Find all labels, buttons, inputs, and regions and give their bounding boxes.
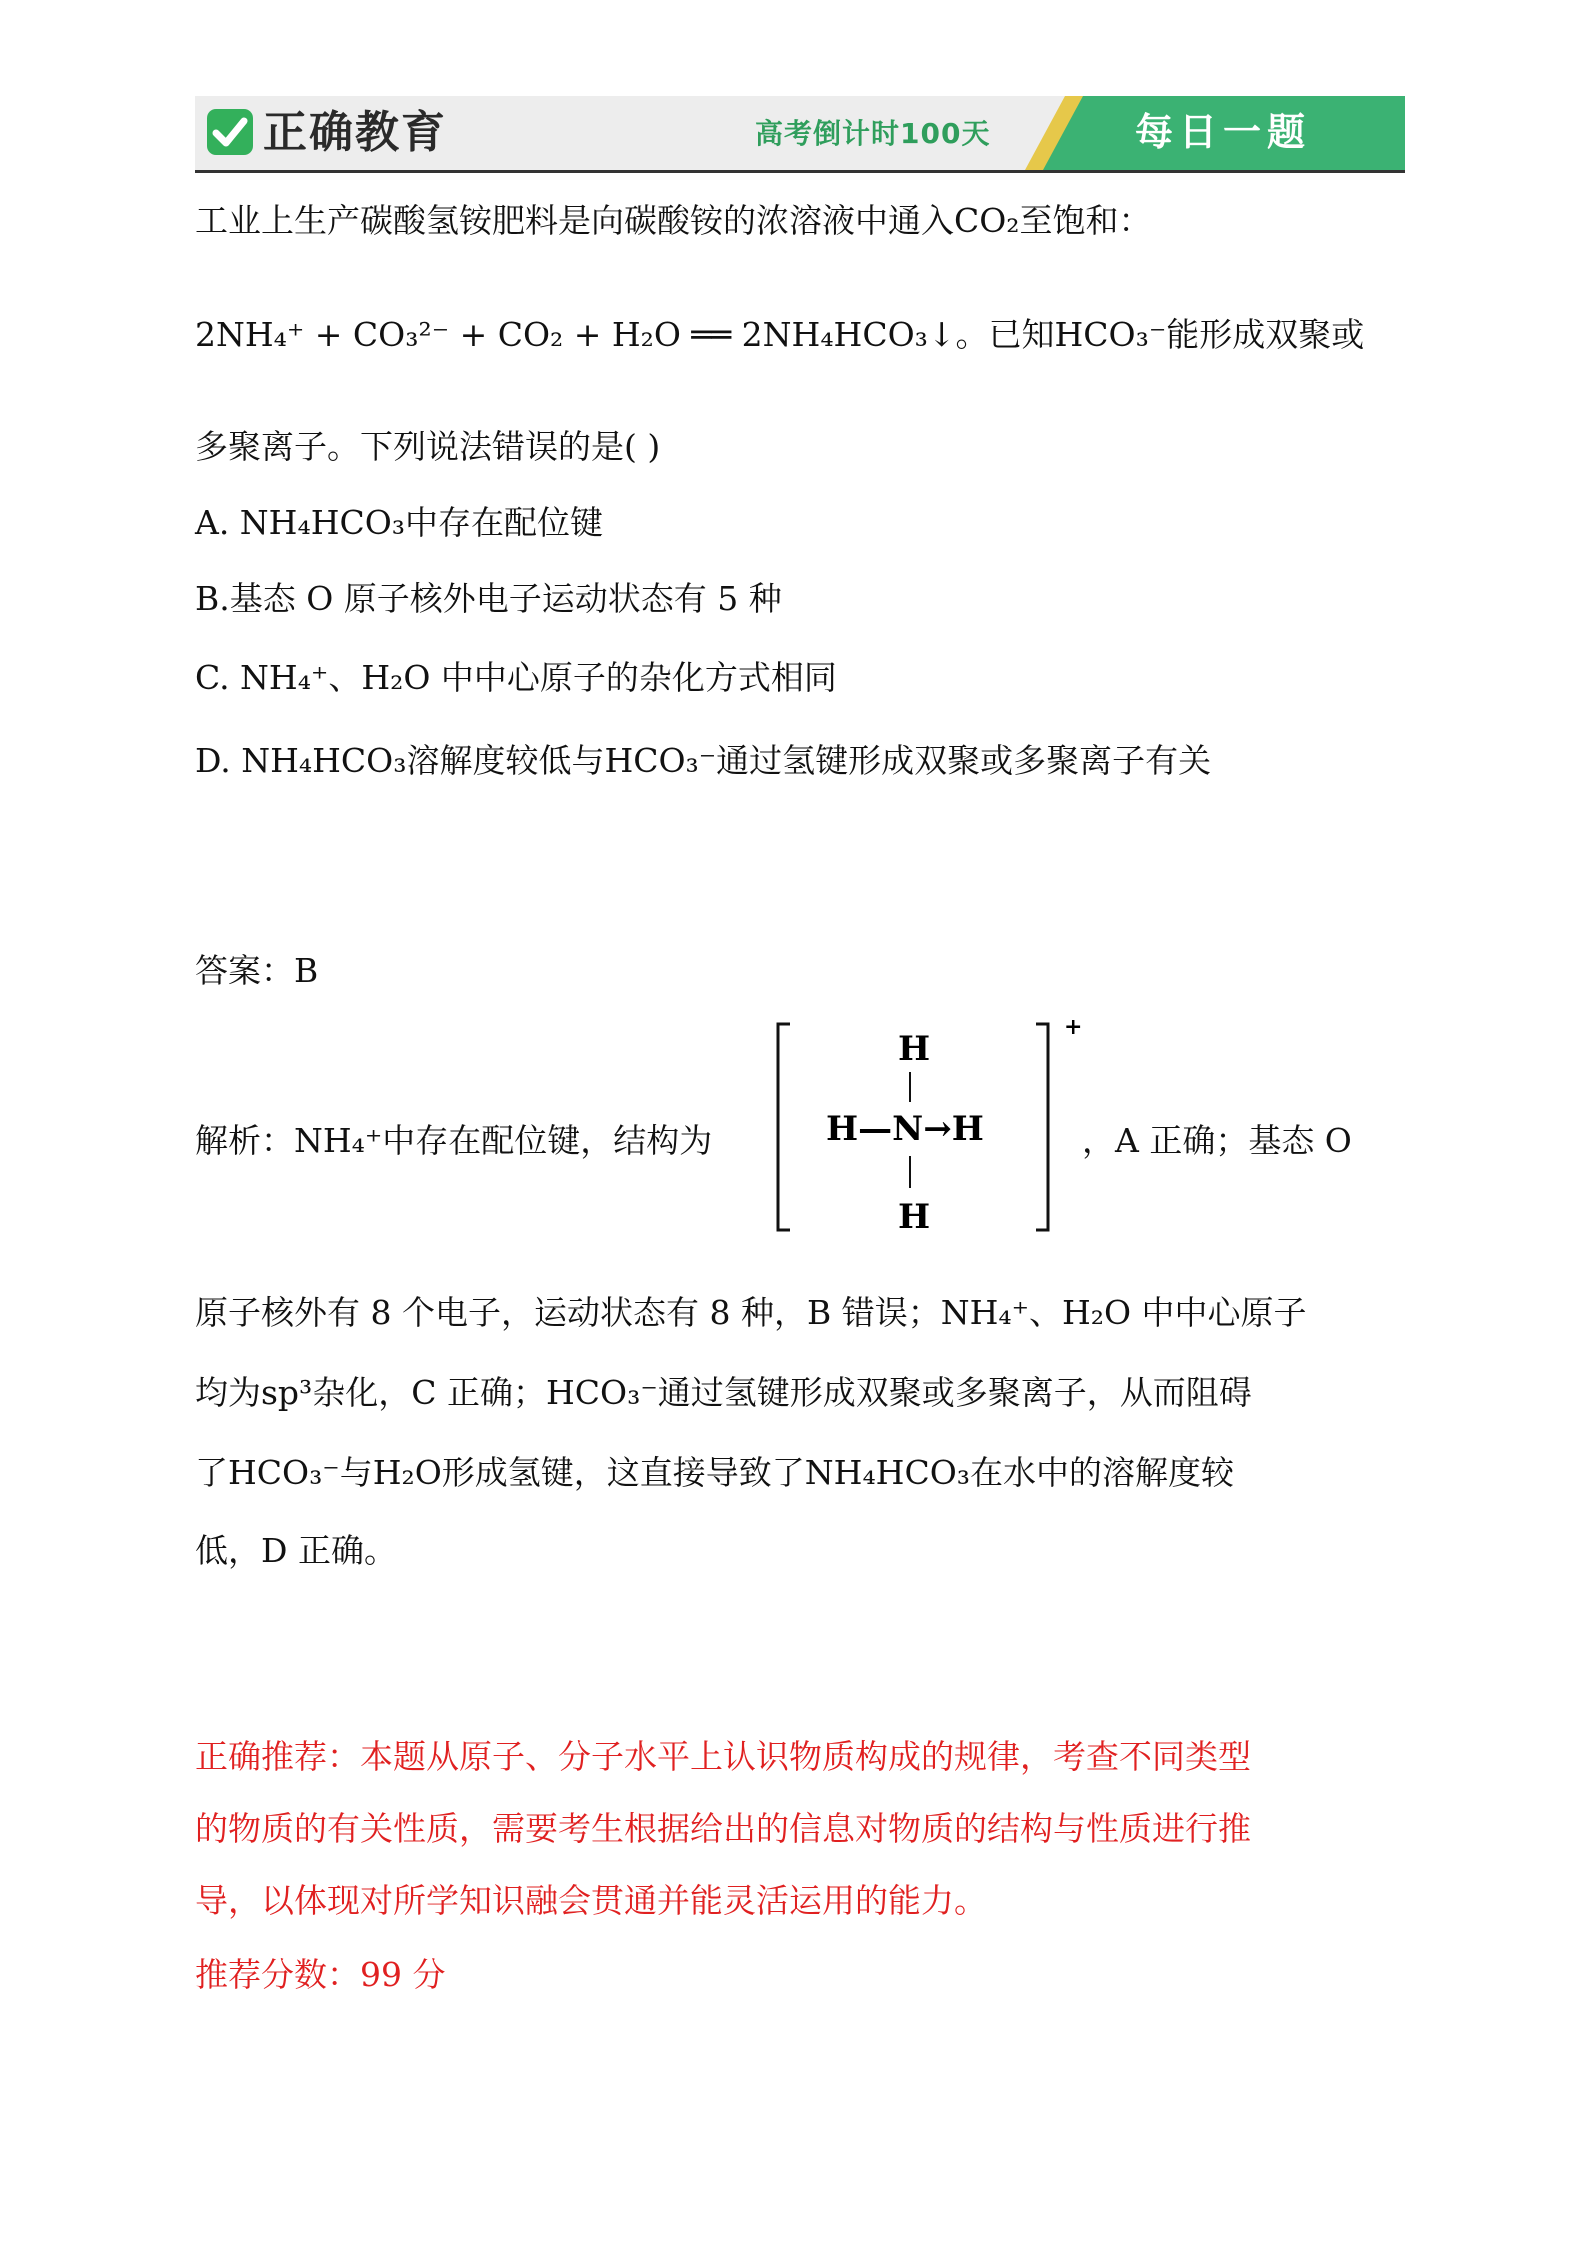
analysis-line-4: 了HCO₃⁻与H₂O形成氢键，这直接导致了NH₄HCO₃在水中的溶解度较 — [195, 1453, 1234, 1492]
analysis-after-structure: ，A 正确；基态 O — [1082, 1121, 1352, 1160]
check-logo-icon — [207, 109, 253, 155]
analysis-line-2: 原子核外有 8 个电子，运动状态有 8 种，B 错误；NH₄⁺、H₂O 中中心原子 — [195, 1293, 1307, 1332]
reaction-equation: 2NH₄⁺ + CO₃²⁻ + CO₂ + H₂O ══ 2NH₄HCO₃↓。已知HCO₃⁻能形成双聚或 — [195, 315, 1365, 354]
recommend-line-3: 导，以体现对所学知识融会贯通并能灵活运用的能力。 — [195, 1881, 987, 1920]
countdown-text: 高考倒计时100天 — [755, 117, 991, 150]
structure-top-h: H — [898, 1029, 931, 1069]
answer-label: 答案：B — [195, 951, 319, 990]
recommend-line-1: 正确推荐：本题从原子、分子水平上认识物质构成的规律，考查不同类型 — [195, 1737, 1251, 1776]
recommend-score: 推荐分数：99 分 — [195, 1955, 446, 1994]
structure-middle: H—N→H — [826, 1109, 984, 1149]
page-header — [195, 96, 1405, 173]
question-intro: 工业上生产碳酸氢铵肥料是向碳酸铵的浓溶液中通入CO₂至饱和： — [195, 201, 1152, 240]
charge-label: + — [1064, 1014, 1083, 1040]
recommend-line-2: 的物质的有关性质，需要考生根据给出的信息对物质的结构与性质进行推 — [195, 1809, 1251, 1848]
analysis-line-3: 均为sp³杂化，C 正确；HCO₃⁻通过氢键形成双聚或多聚离子，从而阻碍 — [195, 1373, 1252, 1412]
structure-bottom-h: H — [898, 1197, 931, 1237]
analysis-intro: 解析：NH₄⁺中存在配位键，结构为 — [195, 1121, 713, 1160]
question-stem: 多聚离子。下列说法错误的是( ) — [195, 427, 661, 466]
analysis-line-5: 低，D 正确。 — [195, 1531, 397, 1570]
option-a: A. NH₄HCO₃中存在配位键 — [195, 503, 604, 542]
option-b: B.基态 O 原子核外电子运动状态有 5 种 — [195, 579, 782, 618]
option-d: D. NH₄HCO₃溶解度较低与HCO₃⁻通过氢键形成双聚或多聚离子有关 — [195, 741, 1212, 780]
daily-title: 每日一题 — [1135, 110, 1312, 154]
option-c: C. NH₄⁺、H₂O 中中心原子的杂化方式相同 — [195, 658, 837, 697]
ammonium-structure — [768, 1014, 1083, 1248]
brand-name: 正确教育 — [263, 107, 447, 158]
